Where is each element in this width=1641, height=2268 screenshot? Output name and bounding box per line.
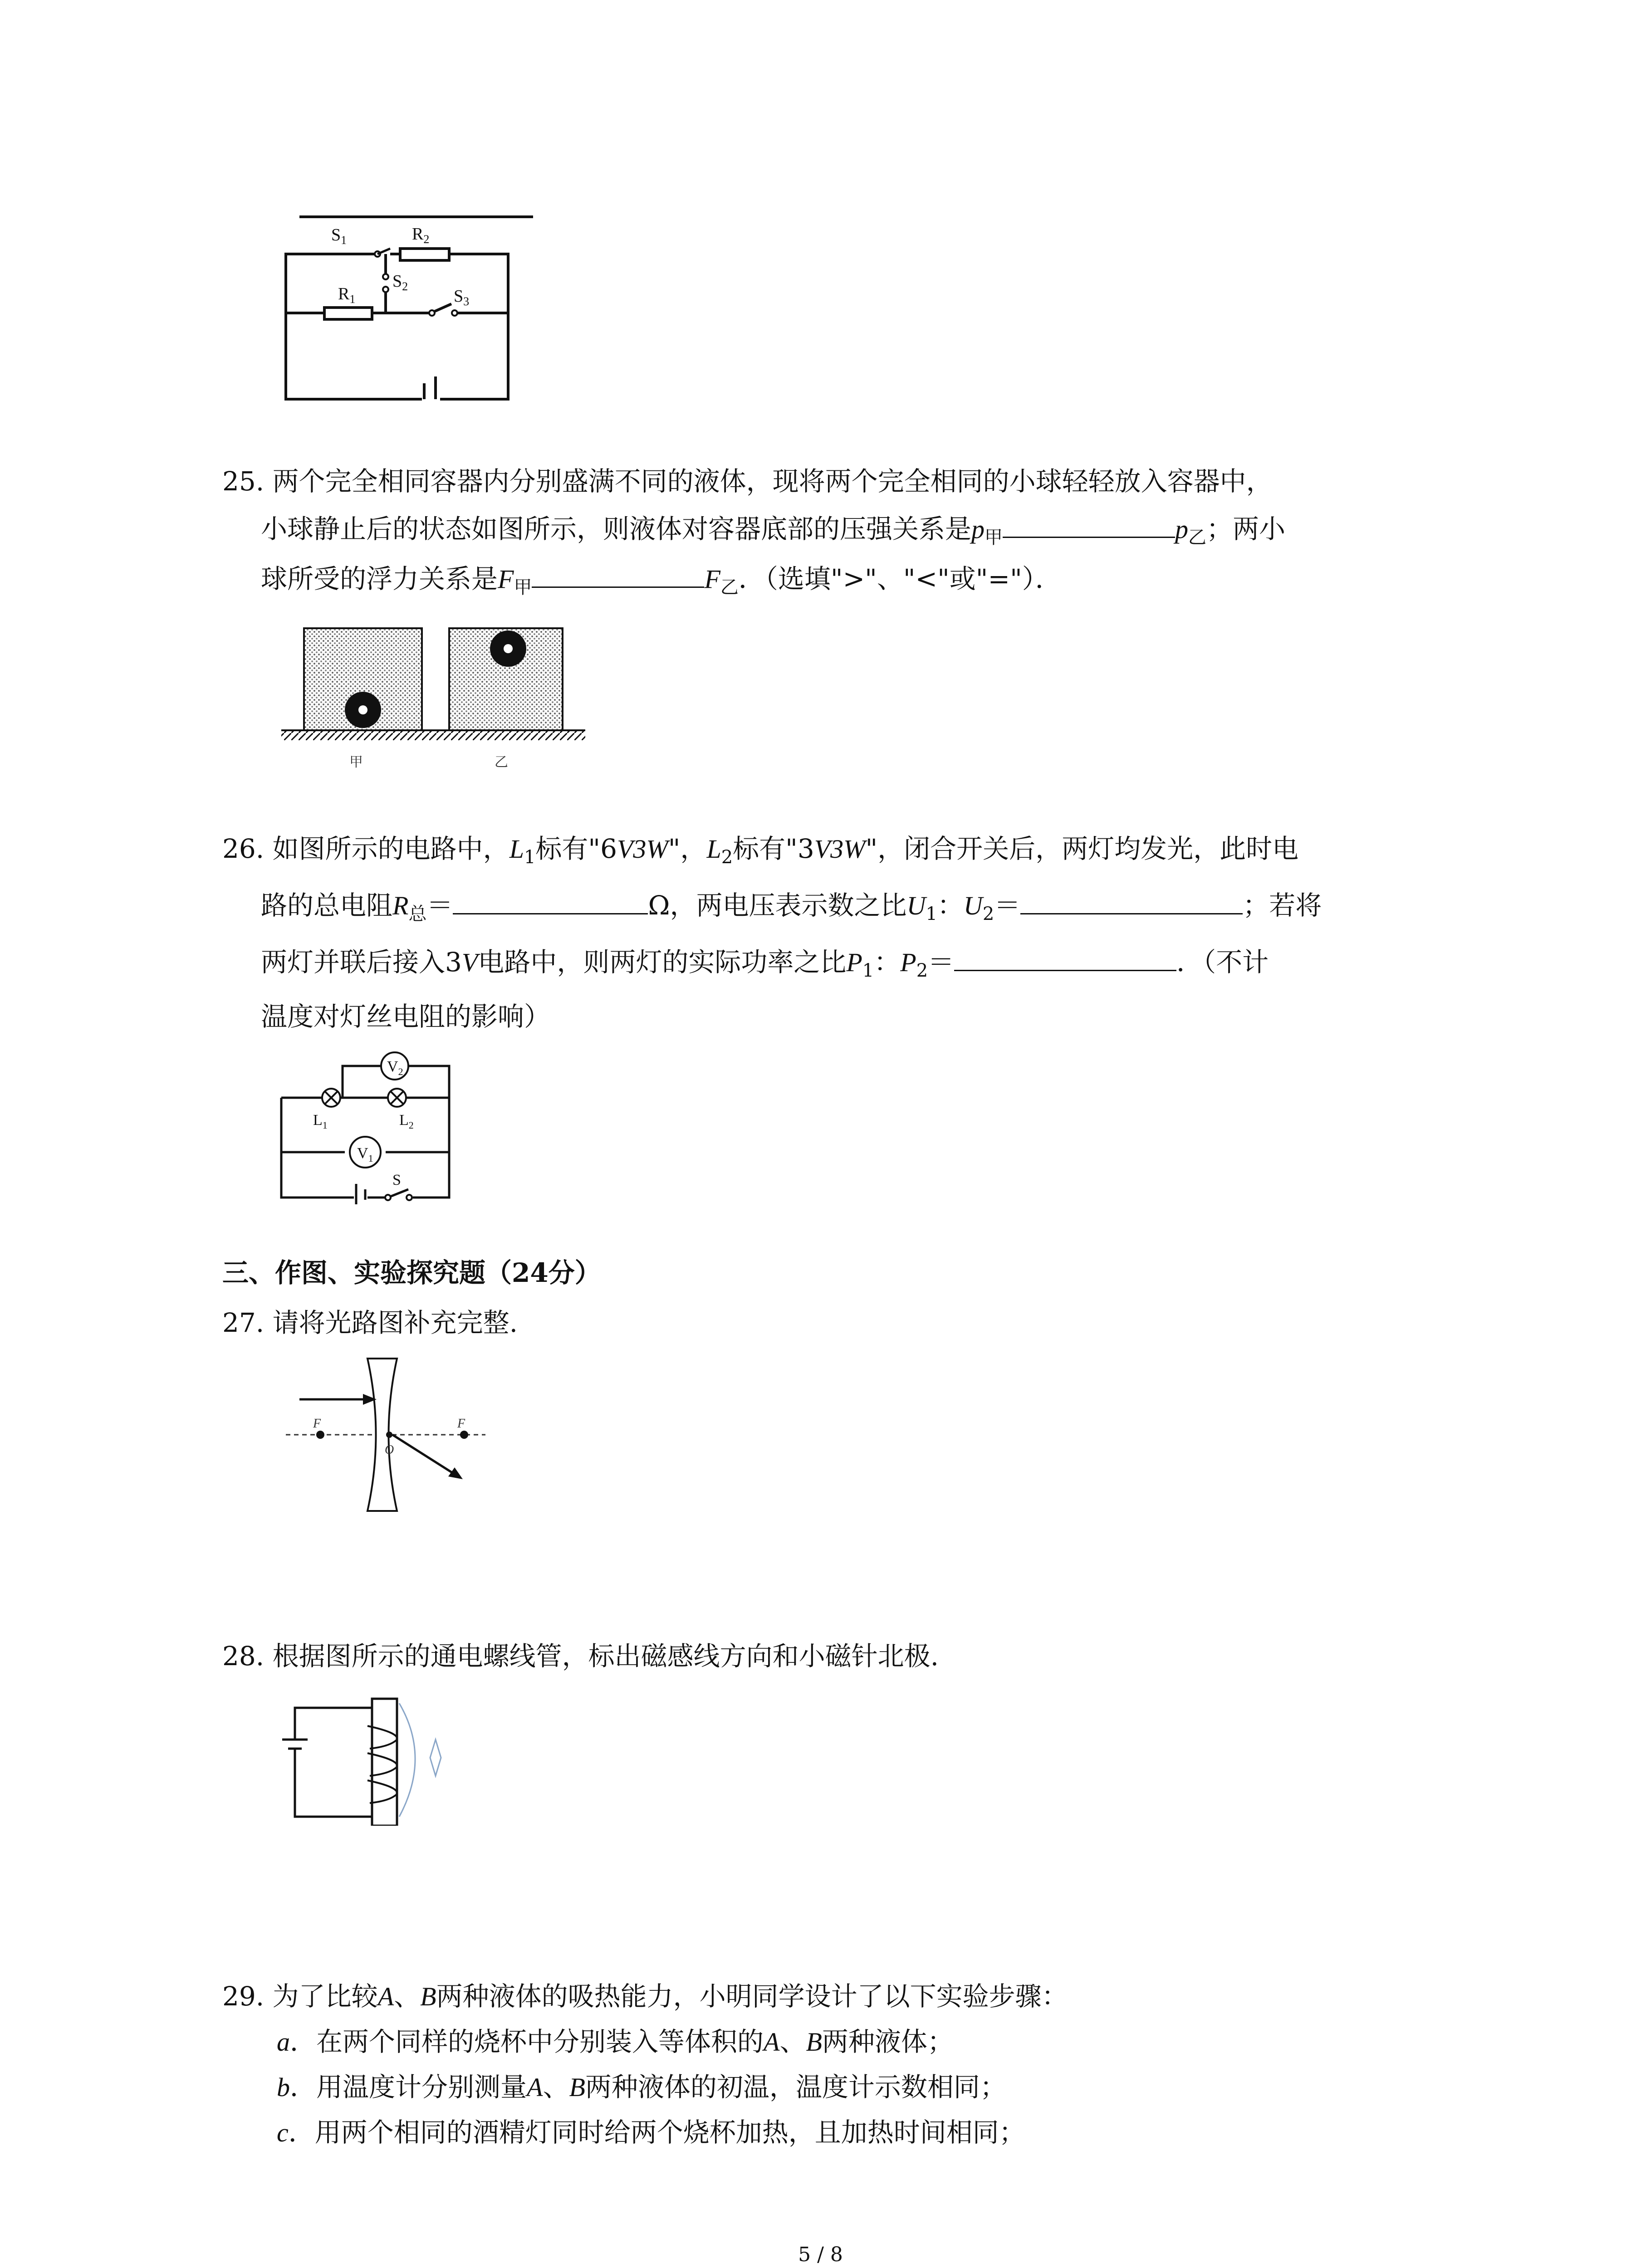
q26-l1-sub: 1 [524,847,536,868]
q27-question: 27. 请将光路图补充完整. [222,1307,518,1338]
q28-solenoid-diagram [277,1690,467,1826]
q26-p2: P [900,948,916,977]
q29-step-b-end: 两种液体的初温，温度计示数相同； [585,2072,1006,2102]
q25-f-jia: F [498,564,514,594]
q29-step-a [277,2025,954,2058]
answer-blank-resistance[interactable] [453,890,648,914]
q26-l2-sub: 2 [721,847,733,868]
q25-line3-end: ．（选填">"、"<"或"="）． [738,563,1062,594]
q27-f-left-label: F [313,1417,321,1431]
q26-l1: L [509,834,524,864]
q29-line1-text: 29. 为了比较 [222,1981,378,2012]
q25-label-yi: 乙 [495,755,508,770]
q29-step-b-label: b [277,2072,290,2102]
q26-r: R [392,891,409,920]
q26-u2: U [963,891,983,920]
q26-eq-3: ＝ [928,947,955,978]
q25-line3-text: 球所受的浮力关系是 [261,563,498,594]
answer-blank-power-ratio[interactable] [954,946,1176,971]
q24-s2-label: $S_2$ [392,272,408,293]
q24-r1-label: $R_1$ [338,284,356,306]
q29-step-b-text: ．用温度计分别测量 [290,2072,527,2102]
q25-label-jia: 甲 [349,755,363,770]
q26-line1-text: 26. 如图所示的电路中， [222,833,509,864]
compass-needle-icon [430,1740,441,1776]
q29-step-b [277,2071,1006,2104]
q26-v3w-2: V3W [814,834,866,864]
q26-l2: L [706,834,721,864]
q29-dun-1: 、 [394,1981,421,2012]
q26-p2-sub: 2 [916,960,928,981]
q26-v3w-1: V3W [617,834,668,864]
q25-containers-diagram [277,617,594,776]
q26-line2-b: Ω，两电压表示数之比 [648,890,907,921]
magnetic-field-line [399,1703,415,1817]
q28-question: 28. 根据图所示的通电螺线管，标出磁感线方向和小磁针北极. [222,1641,939,1672]
q25-sub-f-yi: 乙 [720,577,739,598]
q26-eq-2: ＝ [994,890,1021,921]
q29-step-c-text: ．用两个相同的酒精灯同时给两个烧杯加热，且加热时间相同； [288,2117,1025,2148]
q26-line3-c: ．（不计 [1176,947,1269,978]
q26-line3-b: 电路中，则两灯的实际功率之比 [478,947,847,978]
q26-u1-sub: 1 [926,904,937,924]
q25-line2 [261,513,1285,554]
q26-u1: U [906,891,926,920]
q25-sub-yi: 乙 [1188,527,1207,548]
q25-sub-f-jia: 甲 [514,577,532,598]
q26-line2-c: ；若将 [1243,890,1322,921]
q26-p1-sub: 1 [862,960,874,981]
q26-colon-2: ： [874,947,901,978]
q24-s1-label: $S_1$ [331,225,347,247]
q26-u2-sub: 2 [982,904,994,924]
q26-line1-d: 标有"3 [733,833,814,864]
q24-s3-label: $S_3$ [454,287,470,308]
q26-r-sub: 总 [408,904,427,924]
q29-dun-3: 、 [543,2072,569,2102]
q26-line1 [222,832,1298,874]
q26-colon-1: ： [937,890,964,921]
q26-line2 [261,889,1322,930]
q29-step-a-label: a [277,2027,290,2057]
q25-line2-end: ；两小 [1206,513,1286,544]
section-heading: 三、作图、实验探究题（24分） [222,1257,601,1288]
q27-f-right-label: F [457,1417,465,1431]
page-number: 5 / 8 [798,2243,843,2266]
q29-dun-2: 、 [779,2026,806,2057]
q29-step-a-b: B [806,2027,822,2057]
q27-focal-point-left [316,1431,324,1439]
q29-step-a-text: ．在两个同样的烧杯中分别装入等体积的 [290,2026,764,2057]
q25-sub-jia: 甲 [985,527,1003,548]
q26-v: V [461,948,478,977]
q29-step-c-label: c [277,2118,289,2147]
q25-line2-text: 小球静止后的状态如图所示，则液体对容器底部的压强关系是 [261,513,972,544]
answer-blank-voltage-ratio[interactable] [1020,890,1243,914]
q25-p-yi: p [1175,514,1189,544]
q27-o-label: O [385,1443,394,1457]
q29-step-b-a: A [527,2072,543,2102]
q25-line1: 25. 两个完全相同容器内分别盛满不同的液体，现将两个完全相同的小球轻轻放入容器中， [222,466,1273,497]
q29-step-a-a: A [764,2027,780,2057]
q25-p-jia: p [971,514,985,544]
q29-b: B [420,1982,436,2011]
answer-blank-pressure[interactable] [1003,513,1175,538]
q27-focal-point-right [460,1431,468,1439]
q26-line3-text: 两灯并联后接入3 [261,947,462,978]
q25-f-yi: F [704,564,720,594]
q26-p1: P [846,948,862,977]
q26-l1-label: $L_1$ [313,1112,328,1131]
q26-v1-label: $V_1$ [357,1145,373,1164]
q24-circuit-diagram [272,209,544,408]
q26-circuit-diagram [277,1043,467,1207]
q29-step-a-end: 两种液体； [822,2026,954,2057]
q26-eq-1: ＝ [426,890,453,921]
q29-line1-b: 两种液体的吸热能力，小明同学设计了以下实验步骤： [436,1981,1068,2012]
answer-blank-buoyancy[interactable] [532,563,704,588]
q26-line1-b: 标有"6 [535,833,617,864]
q24-r2-label: $R_2$ [412,225,430,246]
q29-a: A [377,1982,394,2011]
q26-line2-text: 路的总电阻 [261,890,393,921]
q26-line3 [261,946,1269,987]
q26-l2-label: $L_2$ [399,1112,414,1131]
q25-line3 [261,562,1062,604]
q26-s-label: S [392,1172,401,1188]
q26-line1-e: "，闭合开关后，两灯均发光，此时电 [865,833,1299,864]
q29-step-b-b: B [569,2072,585,2102]
q26-v2-label: $V_2$ [387,1058,403,1077]
q26-line4: 温度对灯丝电阻的影响） [261,1001,551,1032]
q26-line1-c: "， [668,833,707,864]
q29-line1 [222,1980,1068,2013]
q29-step-c [277,2116,1025,2149]
q27-lens-diagram [277,1354,495,1517]
